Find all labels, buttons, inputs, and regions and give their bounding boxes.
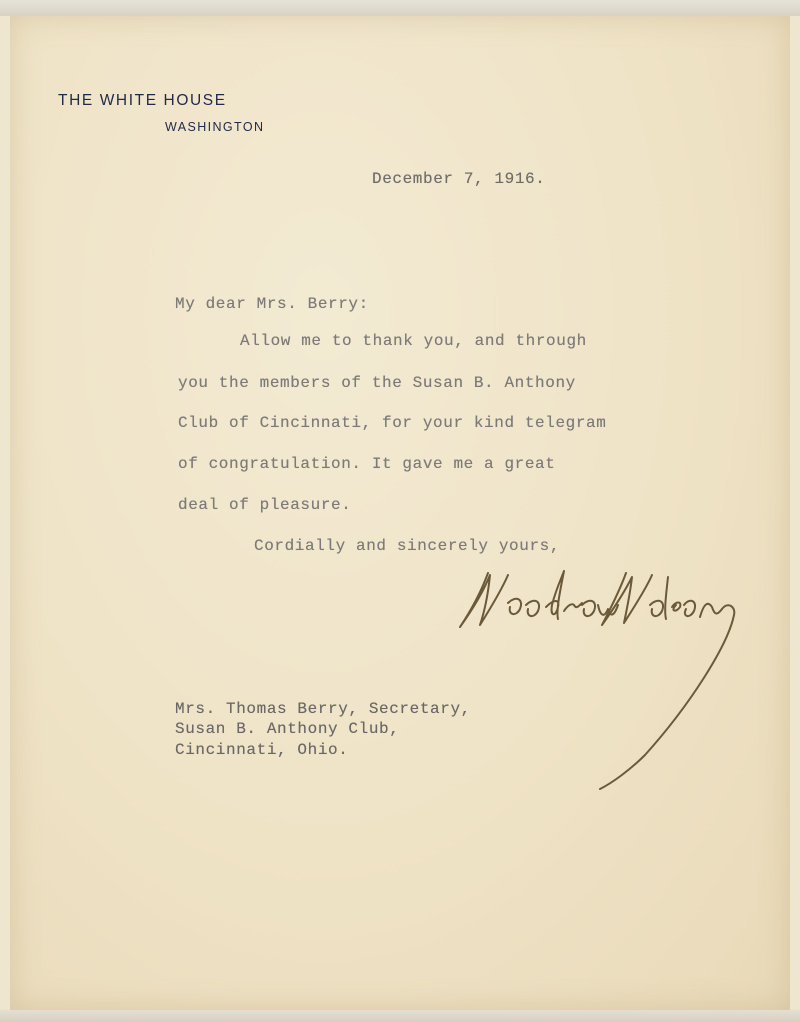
frame-bottom-edge — [0, 1010, 800, 1022]
body-line: Allow me to thank you, and through — [240, 332, 587, 350]
frame-top-edge — [0, 0, 800, 16]
body-line: you the members of the Susan B. Anthony — [178, 374, 576, 392]
body-line: of congratulation. It gave me a great — [178, 455, 556, 473]
letterhead-city: WASHINGTON — [165, 120, 265, 134]
letter-date: December 7, 1916. — [372, 170, 546, 188]
recipient-address-line: Susan B. Anthony Club, — [175, 720, 400, 738]
letter-salutation: My dear Mrs. Berry: — [175, 295, 369, 313]
letterhead-title: THE WHITE HOUSE — [58, 92, 227, 109]
handwritten-signature — [450, 555, 750, 795]
body-line: Club of Cincinnati, for your kind telegram — [178, 414, 607, 432]
letter-paper — [10, 16, 790, 1010]
body-line: deal of pleasure. — [178, 496, 352, 514]
recipient-address-line: Mrs. Thomas Berry, Secretary, — [175, 700, 471, 718]
recipient-address-line: Cincinnati, Ohio. — [175, 741, 349, 759]
letter-closing: Cordially and sincerely yours, — [254, 537, 561, 555]
